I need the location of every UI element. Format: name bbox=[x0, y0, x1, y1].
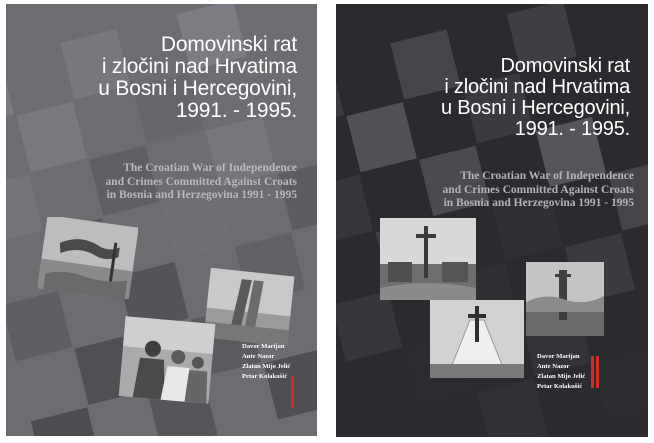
book-cover-left bbox=[6, 4, 317, 436]
photo-people bbox=[118, 316, 216, 404]
author-list: Davor Marijan Ante Nazor Zlatan Mijo Jelić Petar Kolakušić bbox=[537, 353, 586, 390]
accent-bar bbox=[291, 376, 294, 408]
photo-obelisk bbox=[526, 262, 604, 336]
accent-bar bbox=[591, 356, 594, 388]
book-title: Domovinski rat i zločini nad Hrvatima u Bosni i Hercegovini, 1991. - 1995. bbox=[440, 55, 630, 140]
photo-monument-cross bbox=[430, 300, 524, 378]
photo-monument bbox=[203, 268, 295, 346]
photo-flag bbox=[38, 217, 138, 299]
book-cover-right bbox=[336, 4, 648, 437]
book-subtitle: The Croatian War of Independence and Crimes Committed Against Croats in Bosnia and Herzegovina 1991 - 1995 bbox=[442, 170, 634, 209]
accent-bar-2 bbox=[596, 356, 599, 388]
book-subtitle: The Croatian War of Independence and Crimes Committed Against Croats in Bosnia and Herzegovina 1991 - 1995 bbox=[105, 162, 297, 201]
photo-memorial-cross bbox=[380, 218, 476, 300]
author-list: Davor Marijan Ante Nazor Zlatan Mijo Jelić Petar Kolakušić bbox=[242, 343, 291, 380]
book-title: Domovinski rat i zločini nad Hrvatima u Bosni i Hercegovini, 1991. - 1995. bbox=[98, 33, 297, 122]
